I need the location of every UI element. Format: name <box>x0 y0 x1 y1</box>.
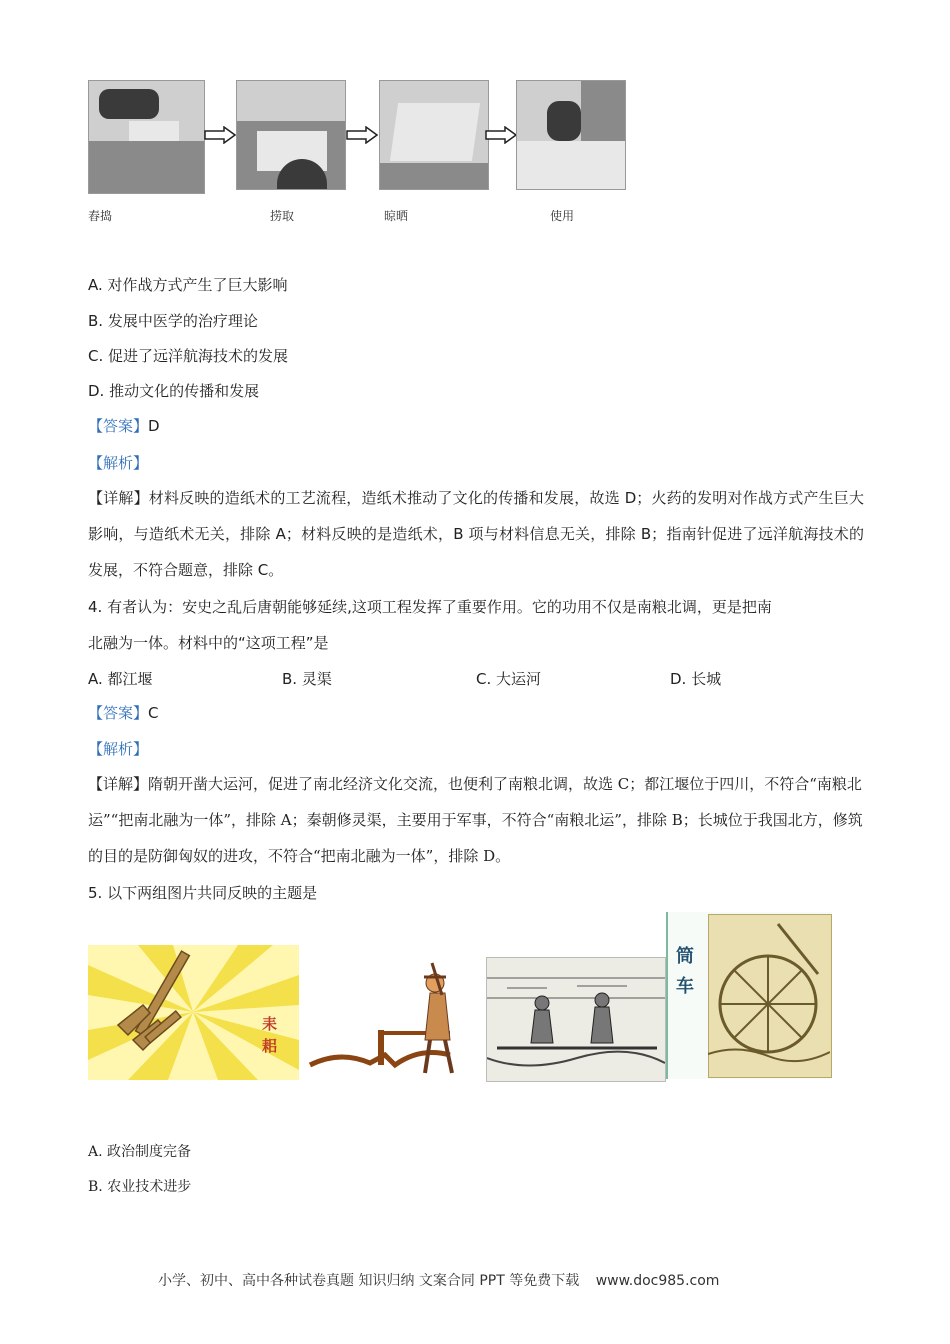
answer-tag: 【答案】 <box>88 704 149 722</box>
option-c: C. 促进了远洋航海技术的发展 <box>88 347 289 365</box>
answer-tag: 【答案】 <box>88 417 149 435</box>
answer-value: C <box>148 704 159 722</box>
analysis-line <box>88 739 148 759</box>
question-4-line1: 4. 有者认为：安史之乱后唐朝能够延续,这项工程发挥了重要作用。它的功用不仅是南粮北调，更是把南 <box>88 598 772 616</box>
step-label: 舂捣 <box>88 209 113 223</box>
photo-scooping <box>236 80 346 190</box>
photo-drying <box>379 80 489 190</box>
plough-farmer-icon <box>300 955 486 1080</box>
analysis-tag: 【解析】 <box>88 740 149 758</box>
photo-pounding <box>88 80 205 194</box>
image-label: 耒耜 <box>262 1015 278 1055</box>
image-tongche <box>666 912 832 1079</box>
step-label: 捞取 <box>270 209 295 223</box>
detail-text: 隋朝开凿大运河，促进了南北经济文化交流，也便利了南粮北调，故选 C；都江堰位于四川，不符合“南粮北运”“把南北融为一体”，排除 A；秦朝修灵渠，主要用于军事，不符合“南粮北运”，排除 B；长城位于我国北方，修筑的目的是防御匈奴的进攻，不符合“把南北融为一体”，排除 D。 <box>88 775 863 865</box>
image-leisi <box>88 945 299 1080</box>
analysis-tag: 【解析】 <box>88 454 149 472</box>
analysis-line <box>88 453 148 473</box>
photo-writing <box>516 80 626 190</box>
image-treadle <box>486 957 666 1082</box>
option-b: B. 灵渠 <box>282 670 332 688</box>
detail-tag: 【详解】 <box>88 775 149 793</box>
answer-value: D <box>148 417 160 435</box>
image-label: 筒车 <box>676 946 694 997</box>
step-label: 使用 <box>550 209 575 223</box>
question-4-line2: 北融为一体。材料中的“这项工程”是 <box>88 634 329 652</box>
question-5: 5. 以下两组图片共同反映的主题是 <box>88 884 318 902</box>
detail-paragraph <box>88 766 864 874</box>
option-b: B. 农业技术进步 <box>88 1179 192 1195</box>
option-a: A. 政治制度完备 <box>88 1144 192 1160</box>
option-b: B. 发展中医学的治疗理论 <box>88 312 258 330</box>
image-plough <box>300 955 486 1080</box>
option-d: D. 推动文化的传播和发展 <box>88 382 260 400</box>
footer <box>158 1270 719 1290</box>
option-d: D. 长城 <box>670 670 722 688</box>
answer-line <box>88 416 160 436</box>
arrow-icon <box>204 126 236 144</box>
answer-line <box>88 703 159 723</box>
arrow-icon <box>346 126 378 144</box>
option-c: C. 大运河 <box>476 670 542 688</box>
detail-paragraph <box>88 480 864 588</box>
detail-text: 材料反映的造纸术的工艺流程，造纸术推动了文化的传播和发展，故选 D；火药的发明对作战方式产生巨大影响，与造纸术无关，排除 A；材料反映的是造纸术，B 项与材料信息无关，排除 B；指南针促进了远洋航海技术的发展，不符合题意，排除 C。 <box>88 489 864 579</box>
water-wheel-icon <box>708 914 830 1076</box>
question-4-options <box>88 668 864 688</box>
option-a: A. 都江堰 <box>88 670 153 688</box>
option-a: A. 对作战方式产生了巨大影响 <box>88 276 288 294</box>
footer-text: 小学、初中、高中各种试卷真题 知识归纳 文案合同 PPT 等免费下载 <box>158 1273 580 1289</box>
footer-link[interactable]: www.doc985.com <box>595 1273 720 1289</box>
detail-tag: 【详解】 <box>88 489 149 507</box>
step-label: 晾晒 <box>384 209 409 223</box>
treadle-wheel-icon <box>487 958 665 1081</box>
arrow-icon <box>485 126 517 144</box>
